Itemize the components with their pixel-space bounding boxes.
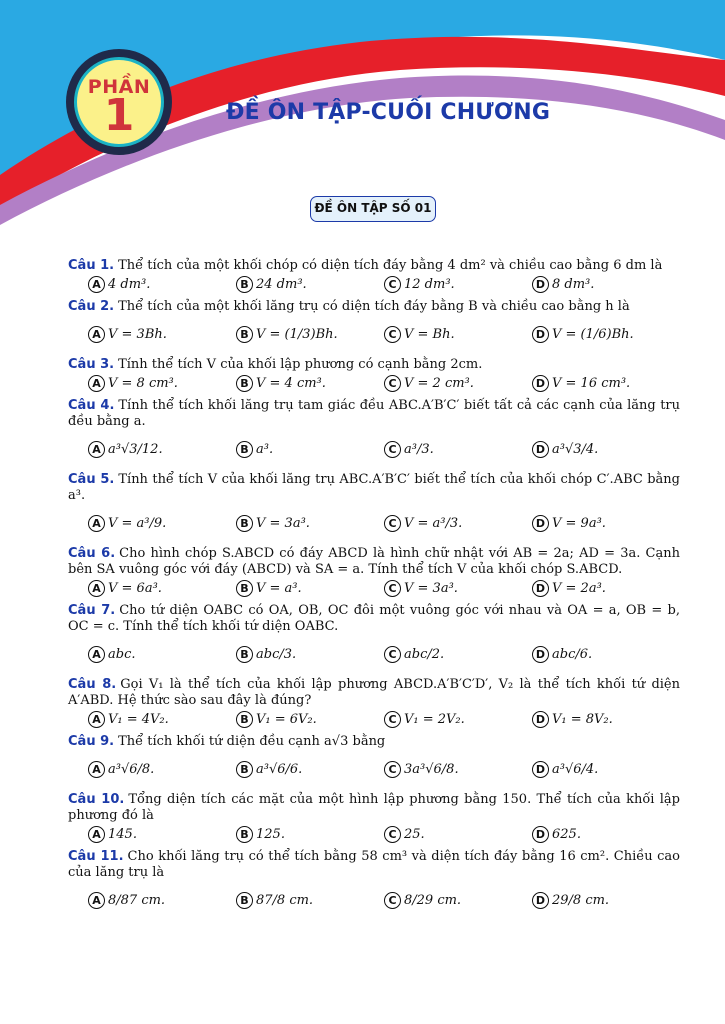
option-letter: D — [532, 515, 549, 532]
option[interactable] — [532, 761, 680, 778]
question — [68, 398, 680, 466]
option-text: 8 dm³. — [552, 277, 595, 292]
option-text: 625. — [552, 827, 581, 842]
option[interactable] — [88, 276, 236, 293]
option[interactable] — [88, 441, 236, 458]
option[interactable] — [236, 580, 384, 597]
question-label: Câu 7. — [68, 603, 116, 618]
question-stem: Cho khối lăng trụ có thể tích bằng 58 cm³ và diện tích đáy bằng 16 cm². Chiều cao của lăng trụ là — [68, 849, 680, 880]
option-text: 12 dm³. — [404, 277, 455, 292]
option-letter: B — [236, 515, 253, 532]
option-letter: D — [532, 276, 549, 293]
option-text: V = 4 cm³. — [256, 376, 326, 391]
options-row — [68, 276, 680, 293]
option-letter: D — [532, 375, 549, 392]
option-text: V = (1/6)Bh. — [552, 326, 634, 342]
option[interactable] — [88, 326, 236, 343]
option[interactable] — [532, 646, 680, 663]
option-letter: A — [88, 515, 105, 532]
option-text: V = 8 cm³. — [108, 376, 178, 391]
option[interactable] — [384, 892, 532, 909]
option-letter: D — [532, 826, 549, 843]
option[interactable] — [384, 580, 532, 597]
question-stem: Thể tích của một khối lăng trụ có diện tích đáy bằng B và chiều cao bằng h là — [118, 299, 630, 314]
options-row — [68, 752, 680, 786]
option-text: 8/87 cm. — [108, 892, 166, 908]
option-letter: C — [384, 276, 401, 293]
question-label: Câu 3. — [68, 357, 115, 372]
options-row — [68, 826, 680, 843]
option-letter: A — [88, 892, 105, 909]
option-text: 25. — [404, 827, 425, 842]
option-text: V = 9a³. — [552, 515, 606, 531]
option[interactable] — [88, 646, 236, 663]
option[interactable] — [384, 326, 532, 343]
option[interactable] — [88, 892, 236, 909]
option-text: a³√3/12. — [108, 441, 163, 457]
part-badge-label: PHẦN — [87, 76, 151, 98]
option[interactable] — [532, 515, 680, 532]
question-label: Câu 6. — [68, 546, 116, 561]
option[interactable] — [384, 515, 532, 532]
options-row — [68, 637, 680, 671]
option-text: a³√6/4. — [552, 761, 599, 777]
option-text: V₁ = 4V₂. — [108, 712, 169, 727]
option-text: V = a³/9. — [108, 515, 167, 531]
question — [68, 792, 680, 843]
option[interactable] — [532, 276, 680, 293]
option-text: V = 2a³. — [552, 581, 606, 596]
option-text: 3a³√6/8. — [404, 761, 459, 777]
option[interactable] — [532, 711, 680, 728]
option-letter: B — [236, 646, 253, 663]
option-text: a³/3. — [404, 441, 434, 457]
option-letter: B — [236, 711, 253, 728]
option[interactable] — [532, 826, 680, 843]
option-letter: A — [88, 375, 105, 392]
question-label: Câu 2. — [68, 299, 115, 314]
option-text: 4 dm³. — [108, 277, 151, 292]
option-letter: D — [532, 892, 549, 909]
option-letter: A — [88, 646, 105, 663]
option[interactable] — [532, 441, 680, 458]
question — [68, 603, 680, 671]
option-letter: C — [384, 375, 401, 392]
option-text: V = 2 cm³. — [404, 376, 474, 391]
option[interactable] — [88, 826, 236, 843]
option-letter: B — [236, 326, 253, 343]
question-stem: Tính thể tích V của khối lập phương có cạnh bằng 2cm. — [118, 357, 483, 372]
question-stem: Tổng diện tích các mặt của một hình lập phương bằng 150. Thể tích của khối lập phương đó là — [68, 792, 681, 823]
question — [68, 258, 680, 293]
option[interactable] — [236, 761, 384, 778]
question — [68, 357, 680, 392]
option-letter: B — [236, 441, 253, 458]
question-label: Câu 4. — [68, 398, 115, 413]
question — [68, 472, 680, 540]
option-text: abc/2. — [404, 646, 445, 662]
option-text: 29/8 cm. — [552, 892, 610, 908]
question — [68, 546, 680, 597]
option-letter: A — [88, 826, 105, 843]
part-badge — [66, 49, 172, 155]
question-stem: Cho hình chóp S.ABCD có đáy ABCD là hình chữ nhật với AB = 2a; AD = 3a. Cạnh bên SA vuông góc với đáy (ABCD) và SA = a. Tính thể tích V của khối chóp S.ABCD. — [68, 546, 681, 577]
option-letter: C — [384, 711, 401, 728]
option-letter: A — [88, 761, 105, 778]
option-text: V = 16 cm³. — [552, 376, 631, 391]
option-text: abc/6. — [552, 646, 593, 662]
part-badge-number: 1 — [103, 90, 135, 141]
option-text: 8/29 cm. — [404, 892, 462, 908]
question-stem: Thể tích khối tứ diện đều cạnh a√3 bằng — [118, 734, 386, 749]
options-row — [68, 580, 680, 597]
option[interactable] — [236, 892, 384, 909]
option-letter: A — [88, 580, 105, 597]
question-list — [68, 258, 680, 923]
option[interactable] — [88, 375, 236, 392]
question — [68, 734, 680, 786]
option-text: a³√3/4. — [552, 441, 599, 457]
option[interactable] — [384, 711, 532, 728]
option[interactable] — [236, 711, 384, 728]
option-letter: B — [236, 826, 253, 843]
options-row — [68, 432, 680, 466]
option-text: V₁ = 6V₂. — [256, 712, 317, 727]
option-text: abc/3. — [256, 646, 297, 662]
option-letter: D — [532, 761, 549, 778]
option[interactable] — [236, 515, 384, 532]
question-label: Câu 10. — [68, 792, 125, 807]
question-stem: Gọi V₁ là thể tích của khối lập phương ABCD.A′B′C′D′, V₂ là thể tích khối tứ diện A′ABD. Hệ thức sào sau đây là đúng? — [68, 677, 680, 708]
option-text: V = 3Bh. — [108, 326, 167, 342]
question-stem: Tính thể tích khối lăng trụ tam giác đều ABC.A′B′C′ biết tất cả các cạnh của lăng trụ đều bằng a. — [68, 398, 681, 429]
options-row — [68, 711, 680, 728]
option[interactable] — [532, 326, 680, 343]
options-row — [68, 506, 680, 540]
option-letter: C — [384, 826, 401, 843]
option-letter: D — [532, 646, 549, 663]
option[interactable] — [236, 276, 384, 293]
question — [68, 677, 680, 728]
option-letter: C — [384, 441, 401, 458]
question — [68, 299, 680, 351]
question-label: Câu 11. — [68, 849, 124, 864]
exam-label: ĐỀ ÔN TẬP SỐ 01 — [310, 196, 436, 222]
question-label: Câu 1. — [68, 258, 115, 273]
option-letter: C — [384, 761, 401, 778]
option[interactable] — [384, 276, 532, 293]
option-text: V = 6a³. — [108, 581, 162, 596]
option-letter: B — [236, 375, 253, 392]
question-label: Câu 8. — [68, 677, 117, 692]
part-badge-inner — [74, 57, 164, 147]
option[interactable] — [532, 580, 680, 597]
option[interactable] — [88, 580, 236, 597]
option-text: 145. — [108, 827, 137, 842]
option[interactable] — [384, 441, 532, 458]
option[interactable] — [532, 892, 680, 909]
option[interactable] — [236, 826, 384, 843]
option-text: a³. — [256, 441, 274, 457]
option-text: V = a³/3. — [404, 515, 463, 531]
option-text: 24 dm³. — [256, 277, 307, 292]
option-text: V = 3a³. — [404, 581, 458, 596]
option-text: a³√6/8. — [108, 761, 155, 777]
option-text: 87/8 cm. — [256, 892, 314, 908]
chapter-title: ĐỀ ÔN TẬP-CUỐI CHƯƠNG — [226, 100, 551, 125]
option-letter: A — [88, 441, 105, 458]
option-text: V = 3a³. — [256, 515, 310, 531]
option-letter: D — [532, 580, 549, 597]
option-letter: A — [88, 326, 105, 343]
option-letter: B — [236, 892, 253, 909]
option-letter: C — [384, 326, 401, 343]
question-stem: Tính thể tích V của khối lăng trụ ABC.A′B′C′ biết thể tích của khối chóp C′.ABC bằng a³. — [68, 472, 680, 503]
option-letter: C — [384, 515, 401, 532]
option[interactable] — [532, 375, 680, 392]
option-text: V₁ = 8V₂. — [552, 712, 613, 727]
option[interactable] — [88, 711, 236, 728]
options-row — [68, 317, 680, 351]
option-text: 125. — [256, 827, 285, 842]
options-row — [68, 883, 680, 917]
option[interactable] — [384, 375, 532, 392]
option-letter: A — [88, 276, 105, 293]
option[interactable] — [236, 375, 384, 392]
option-text: abc. — [108, 646, 136, 662]
question — [68, 849, 680, 917]
option-text: V₁ = 2V₂. — [404, 712, 465, 727]
option-letter: B — [236, 276, 253, 293]
question-label: Câu 9. — [68, 734, 115, 749]
option-text: V = Bh. — [404, 326, 455, 342]
option-letter: B — [236, 580, 253, 597]
option-letter: C — [384, 646, 401, 663]
question-label: Câu 5. — [68, 472, 115, 487]
option[interactable] — [384, 761, 532, 778]
option[interactable] — [88, 761, 236, 778]
options-row — [68, 375, 680, 392]
option-letter: D — [532, 326, 549, 343]
option[interactable] — [236, 646, 384, 663]
option[interactable] — [384, 826, 532, 843]
option-text: a³√6/6. — [256, 761, 303, 777]
option[interactable] — [236, 326, 384, 343]
option-text: V = a³. — [256, 581, 302, 596]
option[interactable] — [384, 646, 532, 663]
option-text: V = (1/3)Bh. — [256, 326, 338, 342]
question-stem: Cho tứ diện OABC có OA, OB, OC đôi một vuông góc với nhau và OA = a, OB = b, OC = c. Tính thể tích khối tứ diện OABC. — [68, 603, 680, 634]
question-stem: Thể tích của một khối chóp có diện tích đáy bằng 4 dm² và chiều cao bằng 6 dm là — [118, 258, 663, 273]
option-letter: B — [236, 761, 253, 778]
option-letter: A — [88, 711, 105, 728]
option[interactable] — [236, 441, 384, 458]
option[interactable] — [88, 515, 236, 532]
option-letter: D — [532, 711, 549, 728]
option-letter: C — [384, 892, 401, 909]
option-letter: D — [532, 441, 549, 458]
option-letter: C — [384, 580, 401, 597]
